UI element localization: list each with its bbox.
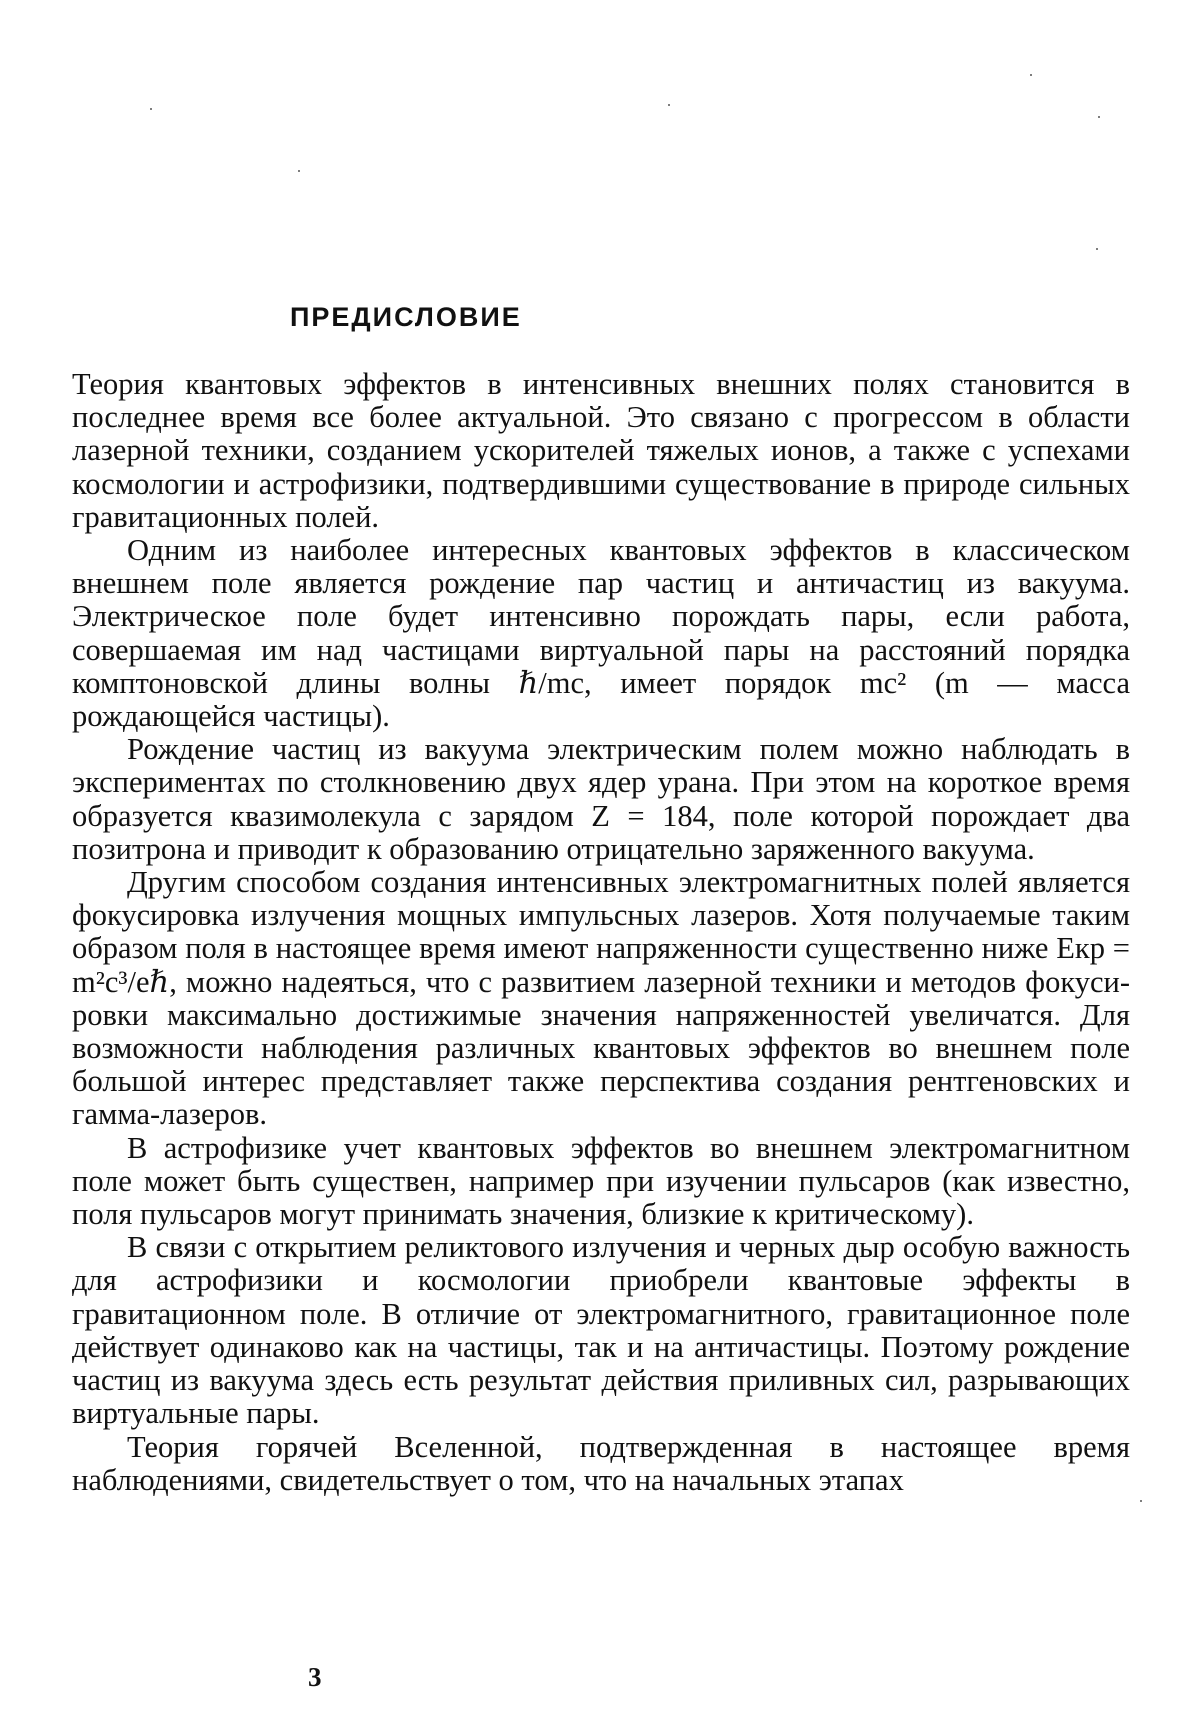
paragraph-6: В связи с открытием реликтового излучения и черных дыр особую важность для астрофизики и космологии приобрели квантовые эффекты в гравитационном поле. В отличие от электромагнитного, гравитационное поле действует одинаково как на частицы, так и на античастицы. Поэтому рождение частиц из вакуума здесь есть результат действия приливных сил, разрывающих виртуальные пары. <box>72 1230 1130 1431</box>
page-title: ПРЕДИСЛОВИЕ <box>290 302 522 332</box>
paragraph-2: Одним из наиболее интересных квантовых эффектов в классическом внешнем поле является рождение пар частиц и античастиц из вакуума. Электрическое поле будет интенсивно порождать пары, если работа, совершаемая им над частицами виртуальной пары на расстояний порядка комптоновской длины волны ℏ/mc, имеет порядок mc² (m — масса рождающейся частицы). <box>72 533 1130 734</box>
paragraph-4: Другим способом создания интенсивных электромагнитных полей является фокусировка излучения мощных импульсных лазеров. Хотя получаемые таким образом поля в настоящее время имеют напряженности существенно ниже Eкр = m²c³/eℏ, можно надеяться, что с развитием лазерной техники и методов фокусировки максимально достижимые значения напряженностей увеличатся. Для возможности наблюдения различных квантовых эффектов во внешнем поле большой интерес представляет также перспектива создания рентгеновских и гамма-лазеров. <box>72 865 1130 1132</box>
body-text <box>72 368 1130 1497</box>
paragraph-1: Теория квантовых эффектов в интенсивных внешних полях становится в последнее время все более актуальной. Это связано с прогрессом в области лазерной техники, созданием ускорителей тяжелых ионов, а также с успехами космологии и астрофизики, подтвердившими существование в природе сильных гравитационных полей. <box>72 367 1130 534</box>
paragraph-3: Рождение частиц из вакуума электрическим полем можно наблюдать в экспериментах по столкновению двух ядер урана. При этом на короткое время образуется квазимолекула с зарядом Z = 184, поле которой порождает два позитрона и приводит к образованию отрицательно заряженного вакуума. <box>72 732 1130 866</box>
paragraph-5: В астрофизике учет квантовых эффектов во внешнем электромагнитном поле может быть существен, например при изучении пульсаров (как известно, поля пульсаров могут принимать значения, близкие к критическому). <box>72 1130 1130 1232</box>
paragraph-7: Теория горячей Вселенной, подтвержденная в настоящее время наблюдениями, свидетельствует о том, что на начальных этапах <box>72 1429 1130 1497</box>
page-number: 3 <box>308 1662 322 1692</box>
